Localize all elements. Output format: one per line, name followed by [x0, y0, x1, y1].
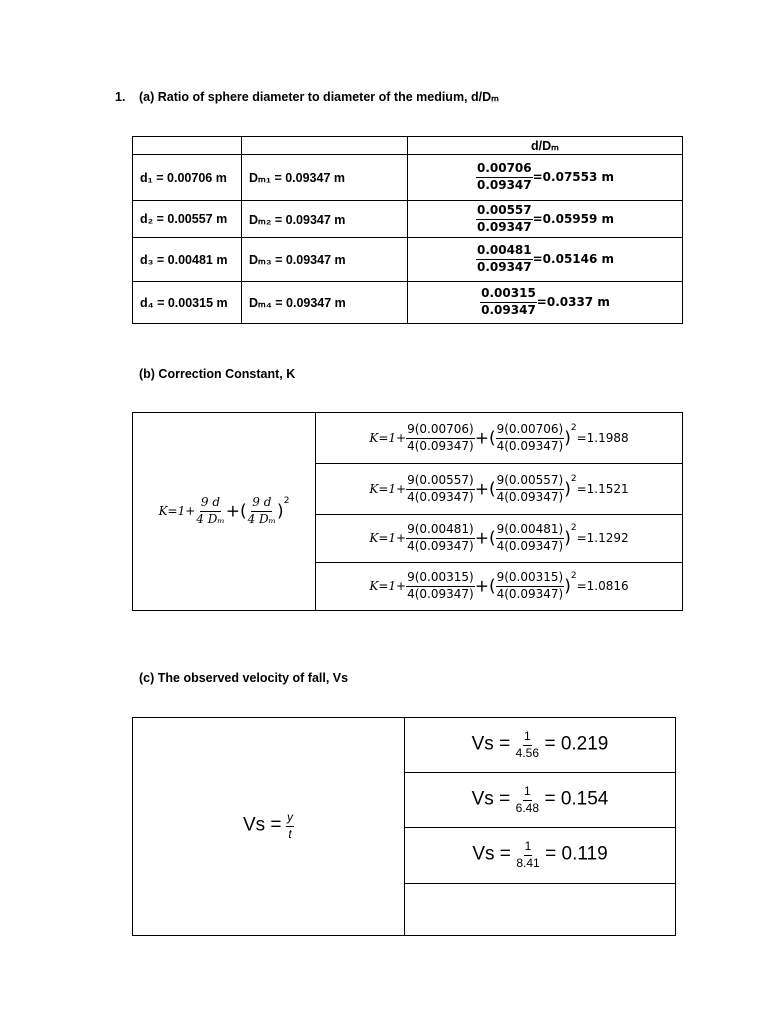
formula-numerator: 9 d [200, 496, 221, 512]
k-result: =1.0816 [576, 579, 629, 594]
ratio-numerator: 0.00706 [476, 162, 533, 178]
vs-formula-denominator: t [288, 827, 292, 841]
ratio-table-header [133, 137, 683, 155]
ratio-denominator: 0.09347 [481, 303, 536, 317]
section-a-heading [115, 89, 499, 104]
header-col2 [242, 137, 408, 155]
vs-lhs: Vs = [472, 843, 511, 865]
k-exponent: 2 [570, 422, 577, 433]
k-result: =1.1521 [576, 481, 629, 496]
ratio-denominator: 0.09347 [476, 178, 532, 192]
k-lhs: K=1+ [369, 579, 407, 594]
k-denominator: 4(0.09347) [496, 587, 564, 602]
k-denominator: 4(0.09347) [407, 587, 474, 602]
vs-formula-lhs: Vs = [242, 814, 282, 836]
question-number: 1. [115, 90, 126, 104]
ratio-denominator: 0.09347 [476, 219, 532, 234]
formula-denominator: 4 Dₘ [196, 512, 225, 527]
general-k-formula [133, 413, 316, 611]
formula-lhs: K=1+ [158, 504, 196, 519]
vs-denominator: 8.41 [516, 856, 540, 870]
k-open: +( [474, 428, 496, 449]
k-result: =1.1292 [576, 531, 629, 546]
sphere-diameter: d₃ = 0.00481 m [133, 238, 242, 282]
header-col1 [133, 137, 242, 155]
k-exponent: 2 [570, 523, 577, 534]
k-expression [316, 515, 683, 563]
k-open: +( [474, 576, 496, 597]
ratio-result: =0.05146 m [532, 252, 615, 266]
ratio-expression [408, 282, 683, 324]
k-denominator: 4(0.09347) [496, 539, 564, 554]
k-numerator: 9(0.00557) [406, 474, 475, 490]
k-exponent: 2 [570, 473, 577, 484]
k-denominator: 4(0.09347) [496, 438, 564, 453]
ratio-result: =0.05959 m [532, 211, 615, 226]
k-numerator: 9(0.00706) [496, 423, 565, 439]
vs-numerator: 1 [524, 840, 533, 856]
k-open: +( [474, 479, 496, 500]
table-row [133, 238, 683, 282]
formula-numerator: 9 d [251, 496, 272, 512]
empty-cell [405, 884, 676, 936]
k-close: ) [564, 528, 571, 549]
vs-expression [405, 773, 676, 828]
section-a-title: (a) Ratio of sphere diameter to diameter of the medium, d/Dₘ [139, 90, 499, 104]
k-denominator: 4(0.09347) [407, 438, 474, 453]
k-numerator: 9(0.00481) [496, 523, 565, 539]
table-row [133, 718, 676, 773]
table-row [133, 282, 683, 324]
ratio-numerator: 0.00481 [476, 244, 533, 260]
vs-result: = 0.119 [545, 843, 608, 865]
k-lhs: K=1+ [369, 531, 407, 546]
formula-denominator: 4 Dₘ [247, 512, 277, 527]
ratio-expression [408, 238, 683, 282]
table-row [133, 155, 683, 201]
correction-table [132, 412, 683, 611]
formula-close: ) [277, 501, 284, 522]
k-numerator: 9(0.00481) [406, 523, 475, 539]
k-open: +( [474, 528, 496, 549]
k-close: ) [564, 428, 571, 449]
medium-diameter: Dₘ₃ = 0.09347 m [242, 238, 408, 282]
k-close: ) [564, 479, 571, 500]
k-exponent: 2 [570, 571, 577, 582]
general-vs-formula [133, 718, 405, 936]
k-numerator: 9(0.00315) [496, 571, 565, 587]
sphere-diameter: d₄ = 0.00315 m [133, 282, 242, 324]
medium-diameter: Dₘ₁ = 0.09347 m [242, 155, 408, 201]
k-expression [316, 413, 683, 464]
k-denominator: 4(0.09347) [407, 489, 474, 504]
vs-lhs: Vs = [471, 733, 511, 755]
ratio-expression [408, 155, 683, 201]
k-denominator: 4(0.09347) [407, 539, 474, 554]
k-close: ) [564, 576, 571, 597]
table-row [133, 413, 683, 464]
k-numerator: 9(0.00557) [496, 474, 565, 490]
medium-diameter: Dₘ₂ = 0.09347 m [242, 201, 408, 238]
ratio-numerator: 0.00557 [476, 204, 533, 220]
table-row [133, 201, 683, 238]
ratio-result: =0.07553 m [532, 170, 615, 184]
ratio-numerator: 0.00315 [480, 287, 537, 303]
ratio-table [132, 136, 683, 324]
sphere-diameter: d₁ = 0.00706 m [133, 155, 242, 201]
k-result: =1.1988 [576, 430, 629, 445]
vs-denominator: 4.56 [515, 745, 539, 760]
vs-numerator: 1 [523, 730, 532, 746]
ratio-result: =0.0337 m [536, 295, 610, 309]
k-expression [316, 464, 683, 515]
k-lhs: K=1+ [369, 430, 407, 445]
header-ratio: d/Dₘ [408, 137, 683, 155]
formula-exponent: 2 [283, 496, 290, 507]
formula-open: +( [225, 501, 247, 522]
sphere-diameter: d₂ = 0.00557 m [133, 201, 242, 238]
ratio-expression [408, 201, 683, 238]
vs-result: = 0.154 [544, 788, 609, 810]
medium-diameter: Dₘ₄ = 0.09347 m [242, 282, 408, 324]
section-c-heading: (c) The observed velocity of fall, Vs [139, 671, 349, 685]
vs-result: = 0.219 [544, 733, 609, 755]
vs-formula-numerator: y [286, 811, 294, 827]
k-denominator: 4(0.09347) [496, 489, 564, 504]
k-lhs: K=1+ [369, 481, 407, 496]
section-b-heading: (b) Correction Constant, K [139, 367, 296, 381]
vs-lhs: Vs = [471, 788, 511, 810]
vs-expression [405, 718, 676, 773]
vs-numerator: 1 [523, 785, 532, 801]
vs-expression [405, 828, 676, 884]
vs-denominator: 6.48 [515, 800, 539, 815]
k-expression [316, 563, 683, 611]
k-numerator: 9(0.00315) [406, 571, 475, 587]
k-numerator: 9(0.00706) [406, 423, 475, 439]
velocity-table [132, 717, 676, 936]
ratio-denominator: 0.09347 [476, 260, 532, 274]
